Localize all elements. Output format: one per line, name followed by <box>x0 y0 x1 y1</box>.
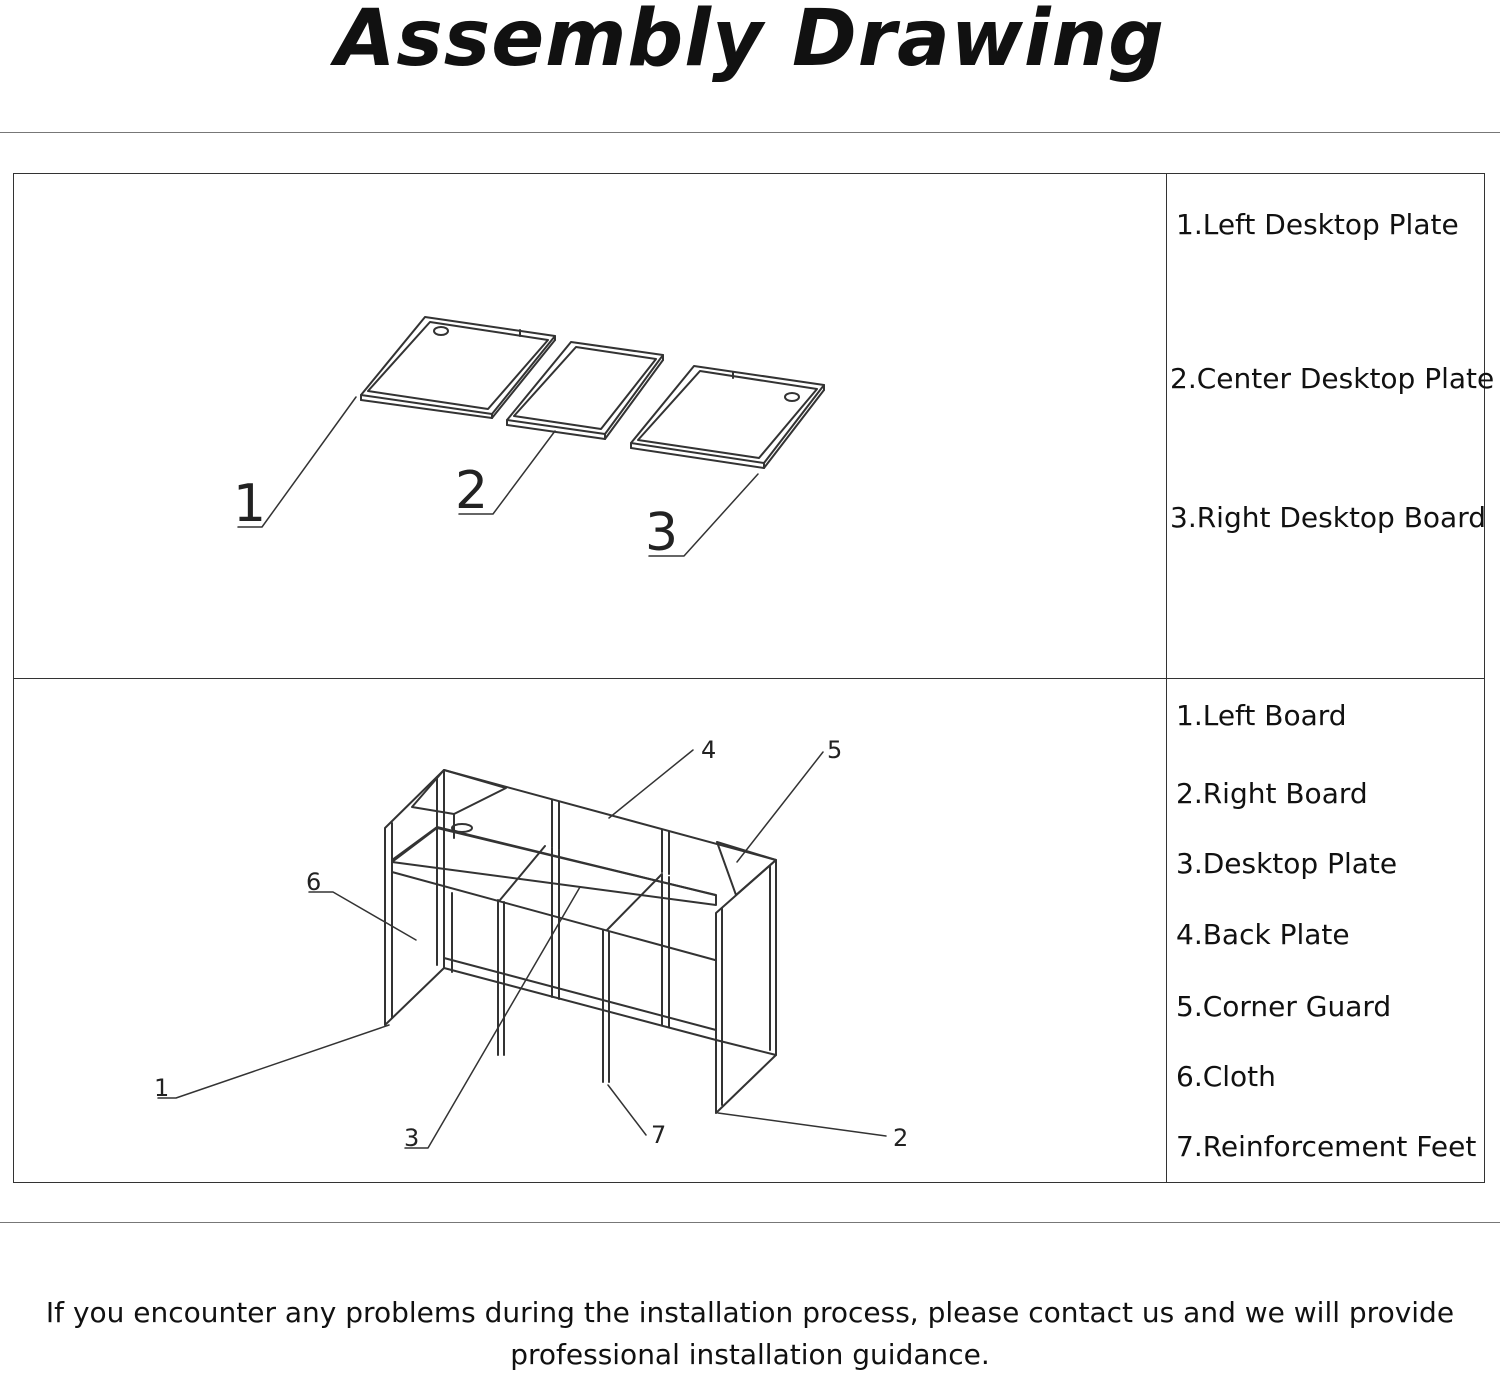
callout-bottom-6: 6 <box>306 868 322 896</box>
callout-bottom-4: 4 <box>701 736 717 764</box>
footer-note: If you encounter any problems during the installation process, please contact us and we will provide professional installation guidance. <box>45 1296 1455 1371</box>
callout-bottom-3: 3 <box>404 1124 420 1152</box>
callout-top-2: 2 <box>455 461 489 521</box>
right-desktop-plate-drawing <box>631 366 824 468</box>
bottom-part-1: 1.Left Board <box>1176 699 1347 732</box>
top-part-3: 3.Right Desktop Board <box>1170 501 1487 534</box>
callout-top-1: 1 <box>233 474 267 534</box>
top-part-2: 2.Center Desktop Plate <box>1170 362 1495 395</box>
callout-bottom-7: 7 <box>651 1121 667 1149</box>
callout-bottom-5: 5 <box>827 736 843 764</box>
bottom-part-2: 2.Right Board <box>1176 777 1368 810</box>
bottom-part-4: 4.Back Plate <box>1176 918 1350 951</box>
bottom-divider <box>0 1222 1500 1223</box>
booth-frame-drawing <box>385 770 776 1113</box>
callout-top-3: 3 <box>645 503 679 563</box>
callout-bottom-1: 1 <box>154 1074 170 1102</box>
bottom-part-7: 7.Reinforcement Feet <box>1176 1130 1477 1163</box>
page-title: Assembly Drawing <box>335 0 1165 84</box>
top-part-1: 1.Left Desktop Plate <box>1176 208 1459 241</box>
center-desktop-plate-drawing <box>507 342 663 439</box>
bottom-part-6: 6.Cloth <box>1176 1060 1276 1093</box>
callout-bottom-2: 2 <box>893 1124 909 1152</box>
bottom-part-3: 3.Desktop Plate <box>1176 847 1398 880</box>
bottom-part-5: 5.Corner Guard <box>1176 990 1392 1023</box>
